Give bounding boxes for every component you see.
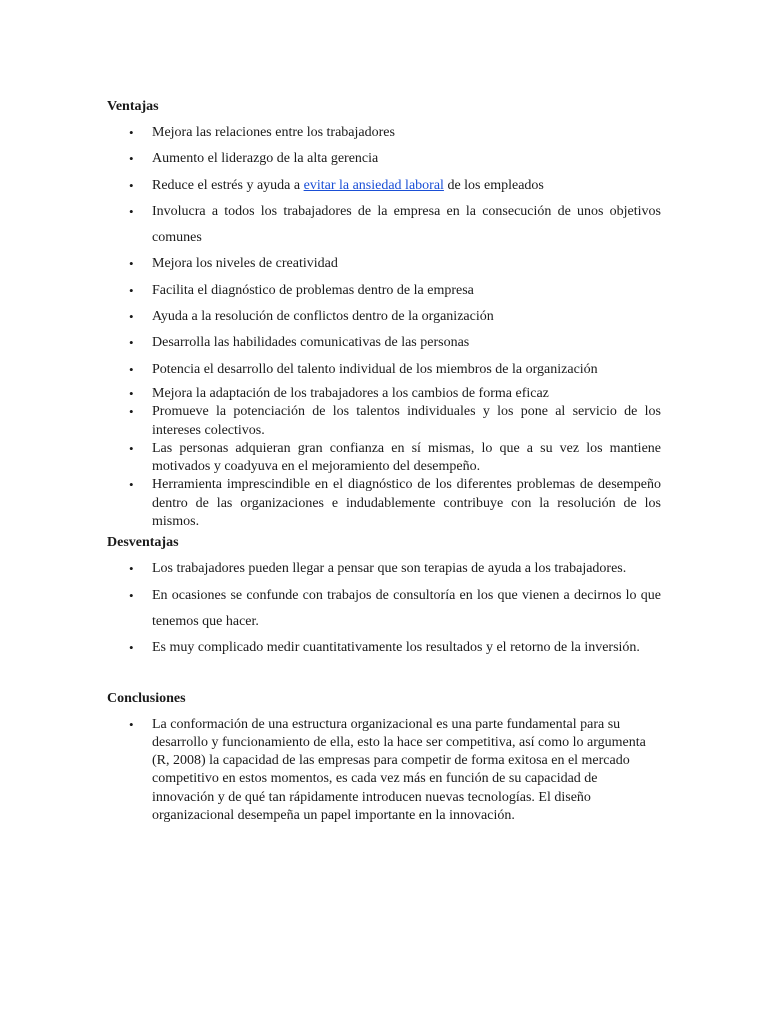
list-item-text: Herramienta imprescindible en el diagnóstico de los diferentes problemas de desempeño dentro de las organizaciones e indudablemente contribuye con la resolución de los mismos.: [152, 477, 661, 530]
list-item: [107, 120, 661, 146]
bullet-icon: •: [129, 203, 134, 219]
bullet-icon: •: [129, 177, 134, 193]
list-item-text: Facilita el diagnóstico de problemas dentro de la empresa: [152, 282, 474, 298]
list-item-text: Las personas adquieran gran confianza en sí mismas, lo que a su vez los mantiene motivados y coadyuva en el mejoramiento del desempeño.: [152, 440, 661, 475]
conclusiones-list: [107, 716, 661, 826]
list-item: [107, 278, 661, 304]
list-item: [107, 304, 661, 330]
list-item-text-post: de los empleados: [443, 177, 544, 193]
heading-ventajas: Ventajas: [107, 99, 159, 114]
list-item: [107, 173, 661, 199]
list-item: [107, 357, 661, 383]
bullet-icon: •: [129, 440, 134, 456]
bullet-icon: •: [129, 256, 134, 272]
bullet-icon: •: [129, 282, 134, 298]
list-item: [107, 385, 661, 403]
list-item-text: Ayuda a la resolución de conflictos dentro de la organización: [152, 309, 494, 325]
list-item-text: Mejora la adaptación de los trabajadores a los cambios de forma eficaz: [152, 385, 549, 401]
list-item: [107, 440, 661, 477]
list-item-text: En ocasiones se confunde con trabajos de consultoría en los que vienen a decirnos lo que tenemos que hacer.: [152, 587, 661, 629]
list-item: [107, 556, 661, 582]
list-item: [107, 476, 661, 531]
list-item-text: Mejora los niveles de creatividad: [152, 256, 338, 272]
list-item-text-pre: Reduce el estrés y ayuda a: [152, 177, 304, 193]
list-item-text: La conformación de una estructura organizacional es una parte fundamental para su desarrollo y funcionamiento de ella, esto la hace ser competitiva, así como lo argumenta (R, 2008) la capacidad de las empresas para competir de forma exitosa en el mercado competitivo en estos momentos, es cada vez más en función de su capacidad de innovación y de qué tan rápidamente introducen nuevas tecnologías. El diseño organizacional desempeña un papel importante en la innovación.: [152, 716, 646, 824]
list-item: [107, 146, 661, 172]
anxiety-link[interactable]: evitar la ansiedad laboral: [303, 177, 444, 193]
bullet-icon: •: [129, 404, 134, 420]
ventajas-list-tight: [107, 385, 661, 531]
heading-desventajas: Desventajas: [107, 535, 179, 551]
list-item: [107, 635, 661, 661]
list-item-text: Mejora las relaciones entre los trabajadores: [152, 125, 395, 140]
desventajas-list: [107, 556, 661, 661]
list-item: [107, 583, 661, 636]
bullet-icon: •: [129, 385, 134, 401]
bullet-icon: •: [129, 335, 134, 351]
list-item-text: Aumento el liderazgo de la alta gerencia: [152, 151, 379, 167]
list-item-text: Potencia el desarrollo del talento individual de los miembros de la organización: [152, 361, 598, 377]
ventajas-list-wide: [107, 120, 661, 383]
bullet-icon: •: [129, 561, 134, 577]
bullet-icon: •: [129, 125, 134, 140]
document-body: [107, 96, 661, 825]
list-item: [107, 403, 661, 440]
bullet-icon: •: [129, 587, 134, 603]
bullet-icon: •: [129, 361, 134, 377]
list-item: [107, 330, 661, 356]
list-item: [107, 716, 661, 826]
list-item-text: Es muy complicado medir cuantitativamente los resultados y el retorno de la inversión.: [152, 640, 640, 656]
list-item-text: Involucra a todos los trabajadores de la empresa en la consecución de unos objetivos comunes: [152, 203, 661, 246]
bullet-icon: •: [129, 477, 134, 493]
bullet-icon: •: [129, 151, 134, 167]
bullet-icon: •: [129, 640, 134, 656]
list-item-text: Los trabajadores pueden llegar a pensar que son terapias de ayuda a los trabajadores.: [152, 561, 627, 577]
list-item-text: Promueve la potenciación de los talentos individuales y los pone al servicio de los intereses colectivos.: [152, 404, 661, 438]
list-item: [107, 199, 661, 252]
list-item-text: Desarrolla las habilidades comunicativas de las personas: [152, 335, 470, 351]
bullet-icon: •: [129, 309, 134, 325]
bullet-icon: •: [129, 716, 134, 732]
list-item: [107, 251, 661, 277]
heading-conclusiones: Conclusiones: [107, 690, 186, 706]
